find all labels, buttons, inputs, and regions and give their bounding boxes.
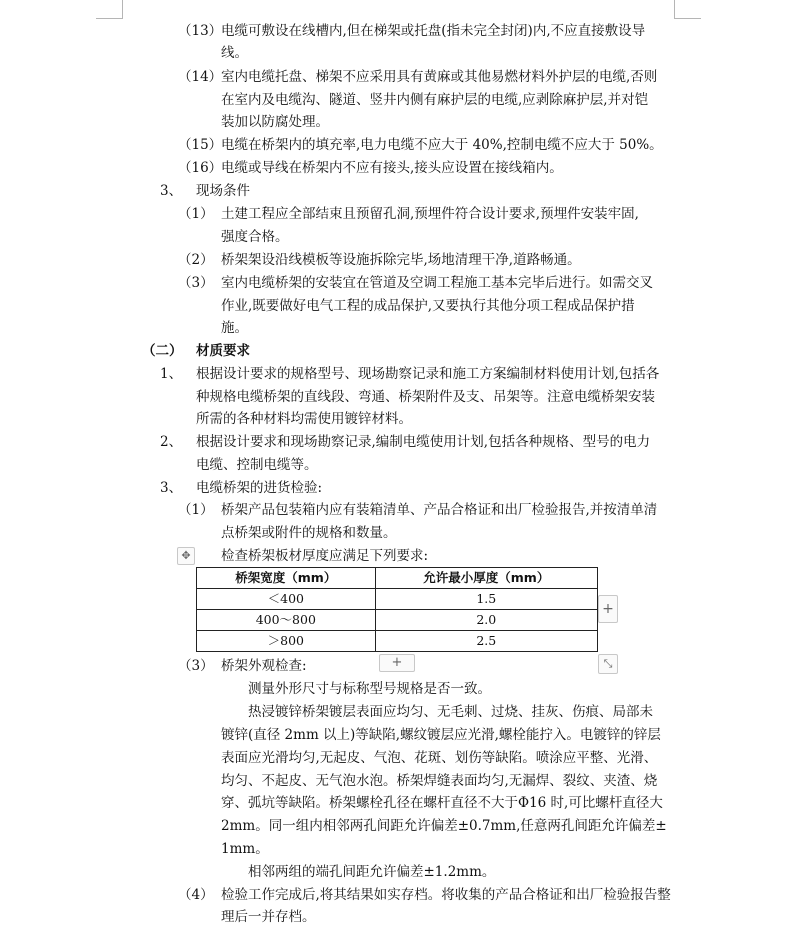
paragraph-line: 均匀、不起皮、无气泡水泡。桥架焊缝表面均匀,无漏焊、裂纹、夹渣、烧 (221, 773, 658, 789)
table-cell: 2.5 (375, 631, 597, 652)
paragraph-line: 电缆在桥架内的填充率,电力电缆不应大于 40%,控制电缆不应大于 50%。 (221, 137, 663, 153)
paragraph-line: 桥架产品包装箱内应有装箱清单、产品合格证和出厂检验报告,并按清单清 (221, 502, 658, 518)
paragraph-line: 检验工作完成后,将其结果如实存档。将收集的产品合格证和出厂检验报告整 (221, 887, 671, 903)
paragraph-line: 穿、弧坑等缺陷。桥架螺栓孔径在螺杆直径不大于Φ16 时,可比螺杆直径大 (221, 795, 663, 811)
table-cell: ＞800 (197, 631, 376, 652)
add-column-plus-icon[interactable]: + (598, 595, 618, 623)
paragraph-line: 装加以防腐处理。 (221, 114, 329, 130)
paragraph-line: 强度合格。 (221, 229, 289, 245)
table-cell: 400～800 (197, 610, 376, 631)
paragraph-line: 电缆、控制电缆等。 (196, 457, 318, 473)
paragraph-line: 线。 (221, 45, 248, 61)
paragraph-line: 相邻两组的端孔间距允许偏差±1.2mm。 (248, 864, 496, 880)
table-cell: 1.5 (375, 589, 597, 610)
table-move-handle-icon[interactable]: ✥ (177, 547, 195, 565)
paragraph-line: 表面应光滑均匀,无起皮、气泡、花斑、划伤等缺陷。喷涂应平整、光滑、 (221, 750, 658, 766)
item-number: （3） (178, 275, 214, 291)
page-corner-mark-left (96, 0, 123, 19)
item-number: （1） (178, 206, 214, 222)
paragraph-line: 检查桥架板材厚度应满足下列要求: (221, 548, 429, 564)
add-row-plus-icon[interactable]: + (379, 654, 415, 672)
paragraph-line: 点桥架或附件的规格和数量。 (221, 525, 397, 541)
paragraph-line: 热浸镀锌桥架镀层表面应均匀、无毛刺、过烧、挂灰、伤痕、局部未 (248, 704, 653, 720)
paragraph-line: 2mm。同一组内相邻两孔间距允许偏差±0.7mm,任意两孔间距允许偏差± (221, 818, 667, 834)
table-cell: ＜400 (197, 589, 376, 610)
item-number: （16） (178, 160, 223, 176)
paragraph-line: 电缆或导线在桥架内不应有接头,接头应设置在接线箱内。 (221, 160, 563, 176)
table-header: 桥架宽度（mm） (197, 568, 376, 589)
item-number: （2） (178, 252, 214, 268)
thickness-table (196, 567, 598, 652)
item-number: （3） (178, 658, 214, 674)
paragraph-line: 桥架外观检查: (221, 658, 307, 674)
paragraph-line: 室内电缆托盘、梯架不应采用具有黄麻或其他易燃材料外护层的电缆,否则 (221, 69, 658, 85)
table-resize-icon[interactable]: ⤡ (598, 654, 618, 674)
paragraph-line: 根据设计要求的规格型号、现场勘察记录和施工方案编制材料使用计划,包括各 (196, 366, 660, 382)
item-number: （13） (178, 23, 223, 39)
paragraph-line: 桥架架设沿线模板等设施拆除完毕,场地清理干净,道路畅通。 (221, 252, 581, 268)
list-number: 1、 (160, 366, 183, 382)
table-row (197, 610, 598, 631)
paragraph-line: 种规格电缆桥架的直线段、弯通、桥架附件及支、吊架等。注意电缆桥架安装 (196, 389, 655, 405)
paragraph-line: 1mm。 (221, 841, 269, 857)
section-title: 材质要求 (196, 343, 250, 359)
paragraph-line: 理后一并存档。 (221, 909, 316, 925)
list-number: 3、 (160, 183, 183, 199)
paragraph-line: 施。 (221, 320, 248, 336)
list-number: 2、 (160, 434, 183, 450)
item-number: （15） (178, 137, 223, 153)
table-header-row (197, 568, 598, 589)
paragraph-line: 电缆可敷设在线槽内,但在梯架或托盘(指未完全封闭)内,不应直接敷设导 (221, 23, 646, 39)
section-number: （二） (142, 343, 183, 359)
table-cell: 2.0 (375, 610, 597, 631)
table-row (197, 589, 598, 610)
paragraph-line: 在室内及电缆沟、隧道、竖井内侧有麻护层的电缆,应剥除麻护层,并对铠 (221, 92, 649, 108)
paragraph-line: 室内电缆桥架的安装宜在管道及空调工程施工基本完毕后进行。如需交叉 (221, 275, 653, 291)
item-number: （1） (178, 502, 214, 518)
item-number: （14） (178, 69, 223, 85)
section-heading: 现场条件 (196, 183, 250, 199)
paragraph-line: 所需的各种材料均需使用镀锌材料。 (196, 411, 412, 427)
paragraph-line: 电缆桥架的进货检验: (196, 480, 323, 496)
paragraph-line: 镀锌(直径 2mm 以上)等缺陷,螺纹镀层应光滑,螺栓能拧入。电镀锌的锌层 (221, 727, 661, 743)
page-corner-mark-right (674, 0, 701, 19)
table-header: 允许最小厚度（mm） (375, 568, 597, 589)
paragraph-line: 根据设计要求和现场勘察记录,编制电缆使用计划,包括各种规格、型号的电力 (196, 434, 651, 450)
paragraph-line: 测量外形尺寸与标称型号规格是否一致。 (248, 681, 491, 697)
table-row (197, 631, 598, 652)
list-number: 3、 (160, 480, 183, 496)
paragraph-line: 作业,既要做好电气工程的成品保护,又要执行其他分项工程成品保护措 (221, 298, 635, 314)
paragraph-line: 土建工程应全部结束且预留孔洞,预埋件符合设计要求,预埋件安装牢固, (221, 206, 639, 222)
item-number: （4） (178, 887, 214, 903)
